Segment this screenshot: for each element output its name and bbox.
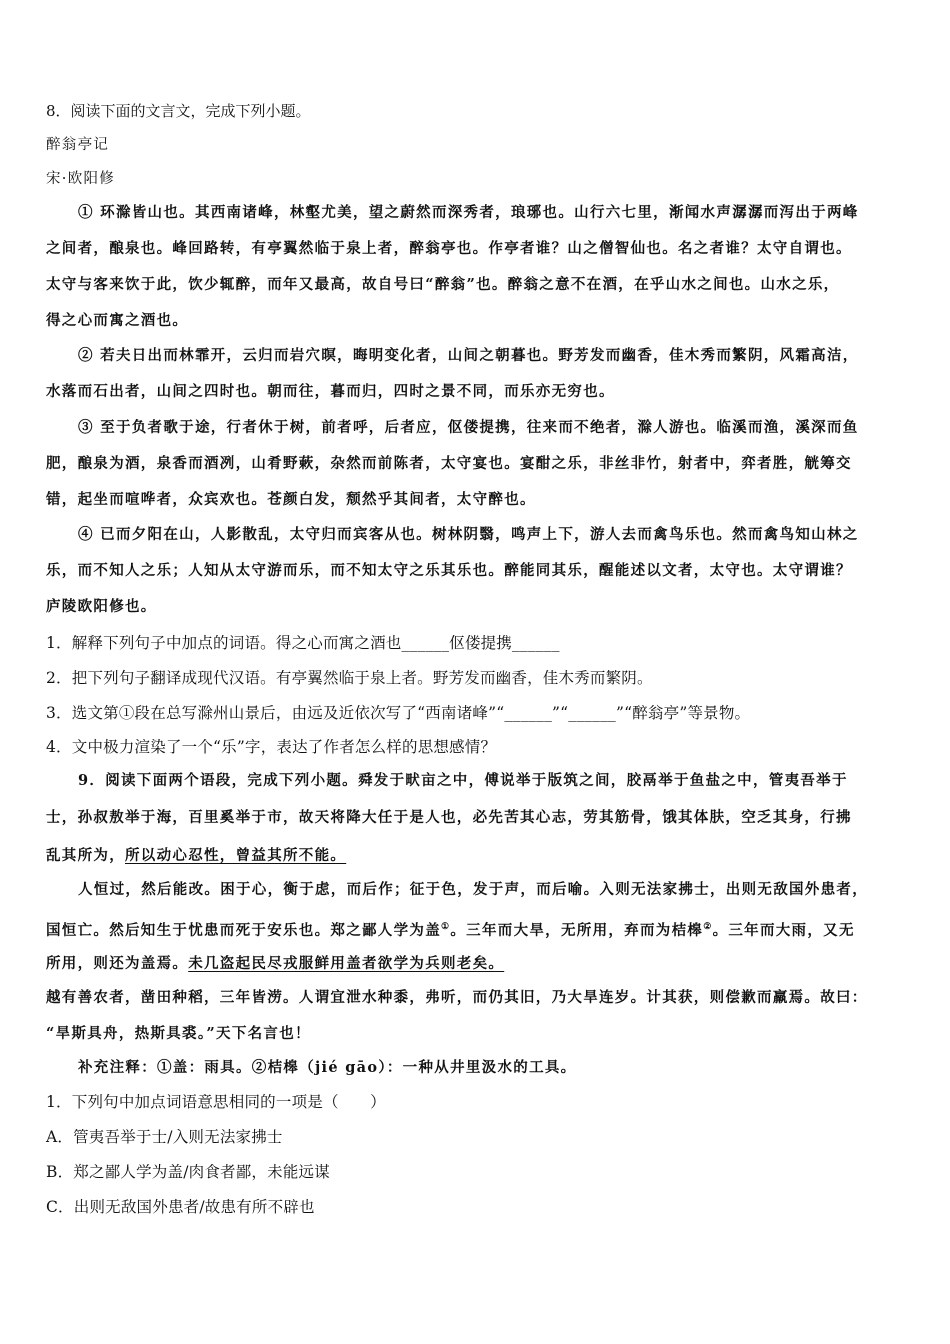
passage-line [46,954,504,974]
passage-line: 庐陵欧阳修也。 [46,598,157,615]
question-item: 2．把下列句子翻译成现代汉语。有亭翼然临于泉上者。野芳发而幽香，佳木秀而繁阴。 [46,669,653,687]
passage-line: ① 环滁皆山也。其西南诸峰，林壑尤美，望之蔚然而深秀者，琅琊也。山行六七里，渐闻水声潺潺而泻出于两峰 [78,204,859,221]
passage-line [46,917,855,941]
question-item: 1．下列句中加点词语意思相同的一项是（ ） [46,1093,386,1111]
passage-text: 所用，则还为盖焉。 [46,955,189,972]
passage-line: 士，孙叔敖举于海，百里奚举于市，故天将降大任于是人也，必先苦其心志，劳其筋骨，饿其体肤，空乏其身，行拂 [46,809,852,826]
passage-line: “旱斯具舟，热斯具裘。”天下名言也！ [46,1025,311,1042]
passage-text: 乱其所为， [46,847,125,864]
passage-line: 肥，酿泉为酒，泉香而酒冽，山肴野蔌，杂然而前陈者，太守宴也。宴酣之乐，非丝非竹，射者中，弈者胜，觥筹交 [46,455,852,472]
passage-text: 国恒亡。然后知生于忧患而死于安乐也。郑之鄙人学为盖 [46,921,441,939]
footnote-marker: ① [441,922,451,932]
passage-text: 。三年而大雨，又无 [712,921,855,939]
underlined-sentence: 所以动心忍性，曾益其所不能。 [125,847,347,864]
footnote-marker: ② [703,922,713,932]
option-b: B．郑之鄙人学为盖/肉食者鄙，未能远谋 [46,1163,330,1181]
passage-line: ② 若夫日出而林霏开，云归而岩穴暝，晦明变化者，山间之朝暮也。野芳发而幽香，佳木秀而繁阴，风霜高洁， [78,347,859,364]
question-item: 4．文中极力渲染了一个“乐”字，表达了作者怎么样的思想感情？ [46,738,497,756]
footnote: 补充注释：①盖：雨具。②桔槔（jié gāo）：一种从井里汲水的工具。 [78,1059,577,1076]
passage-text: 。三年而大旱，无所用，弃而为桔槔 [450,921,704,939]
option-a: A．管夷吾举于士/入则无法家拂士 [46,1128,283,1146]
passage-line: ③ 至于负者歌于途，行者休于树，前者呼，后者应，伛偻提携，往来而不绝者，滁人游也。临溪而渔，溪深而鱼 [78,419,859,436]
option-c: C．出则无敌国外患者/故患有所不辟也 [46,1198,315,1216]
work-title: 醉翁亭记 [46,137,110,153]
passage-line: 太守与客来饮于此，饮少辄醉，而年又最高，故自号曰“醉翁”也。醉翁之意不在酒，在乎山水之间也。山水之乐， [46,276,840,293]
question-item: 3．选文第①段在总写滁州山景后，由远及近依次写了“西南诸峰”“______”“______”“醉翁亭”等景物。 [46,704,751,722]
passage-line: 越有善农者，凿田种稻，三年皆涝。人谓宜泄水种黍，弗听，而仍其旧，乃大旱连岁。计其获，则偿歉而羸焉。故曰： [46,989,868,1006]
passage-line: 之间者，酿泉也。峰回路转，有亭翼然临于泉上者，醉翁亭也。作亭者谁？山之僧智仙也。名之者谁？太守自谓也。 [46,240,852,257]
question-8-title: 8．阅读下面的文言文，完成下列小题。 [46,102,311,120]
question-item: 1．解释下列句子中加点的词语。得之心而寓之酒也______伛偻提携______ [46,634,560,652]
passage-line: 得之心而寓之酒也。 [46,312,189,329]
passage-line: ④ 已而夕阳在山，人影散乱，太守归而宾客从也。树林阴翳，鸣声上下，游人去而禽鸟乐也。然而禽鸟知山林之 [78,526,859,543]
passage-line [46,846,346,866]
author: 宋·欧阳修 [46,171,116,187]
question-9-title: 9．阅读下面两个语段，完成下列小题。舜发于畎亩之中，傅说举于版筑之间，胶鬲举于鱼盐之中，管夷吾举于 [78,772,848,789]
passage-line: 错，起坐而喧哗者，众宾欢也。苍颜白发，颓然乎其间者，太守醉也。 [46,491,536,508]
passage-line: 乐，而不知人之乐；人知从太守游而乐，而不知太守之乐其乐也。醉能同其乐，醒能述以文者，太守也。太守谓谁？ [46,562,852,579]
passage-line: 水落而石出者，山间之四时也。朝而往，暮而归，四时之景不同，而乐亦无穷也。 [46,383,615,400]
passage-line: 人恒过，然后能改。困于心，衡于虑，而后作；征于色，发于声，而后喻。入则无法家拂士，出则无敌国外患者， [78,881,868,898]
underlined-sentence: 未几盗起民尽戎服鲜用盖者欲学为兵则老矣。 [188,955,505,972]
